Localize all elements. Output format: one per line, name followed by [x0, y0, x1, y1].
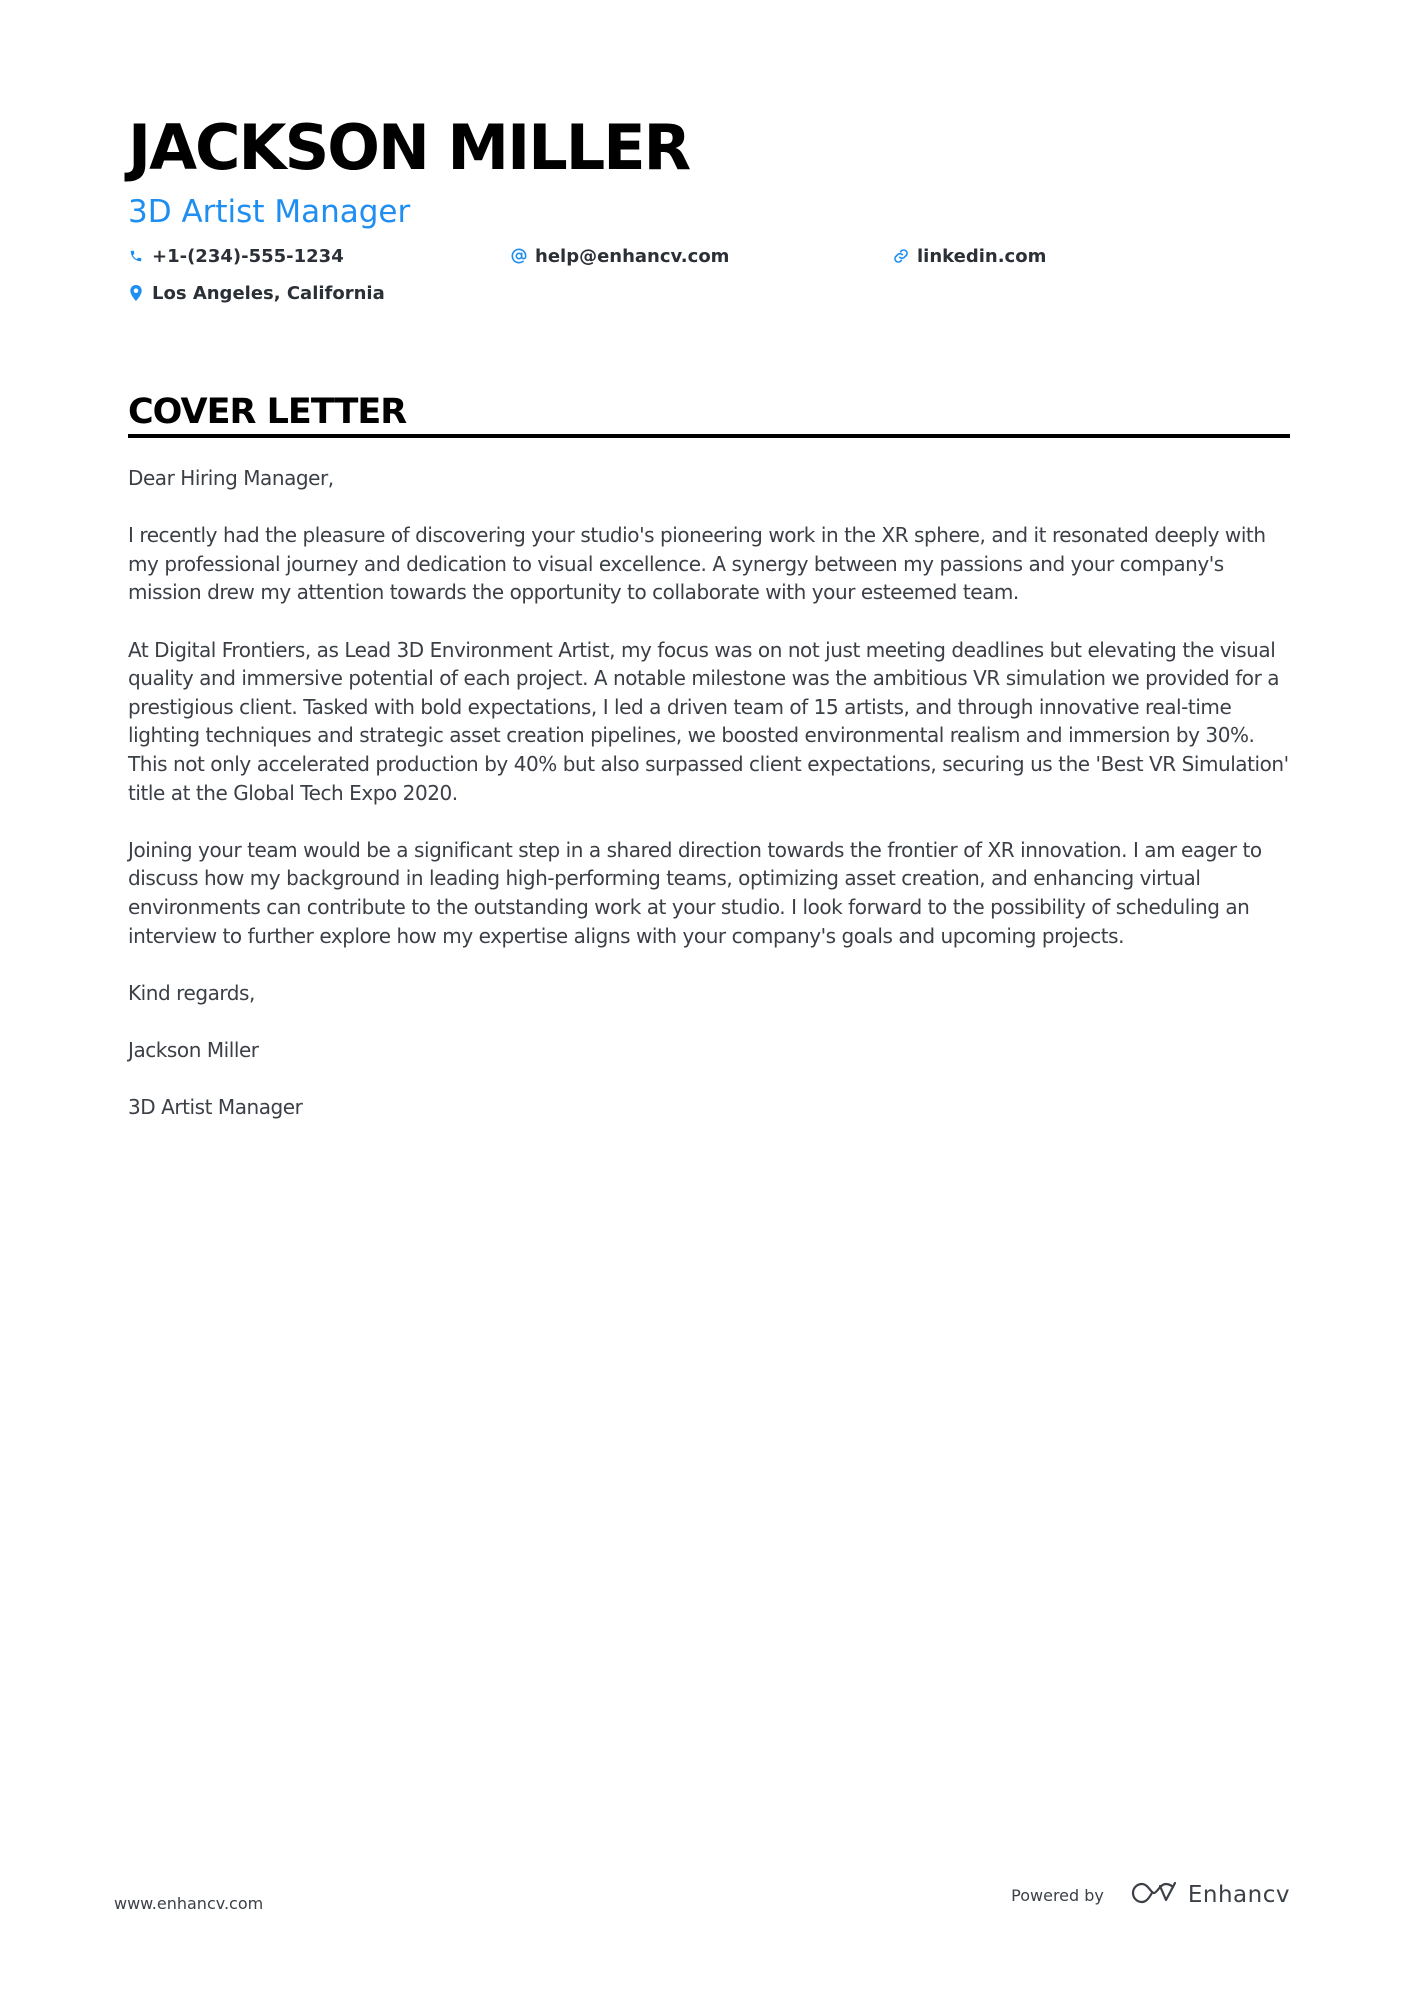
- section-divider: [128, 434, 1290, 438]
- link-text: linkedin.com: [917, 245, 1047, 267]
- letter-paragraph: At Digital Frontiers, as Lead 3D Environment Artist, my focus was on not just meeting deadlines but elevating the visual quality and immersive potential of each project. A notable milestone was the ambitious VR simulation we provided for a prestigious client. Tasked with bold expectations, I led a driven team of 15 artists, and through innovative real-time lighting techniques and strategic asset creation pipelines, we boosted environmental realism and immersion by 30%. This not only accelerated production by 40% but also surpassed client expectations, securing us the 'Best VR Simulation' title at the Global Tech Expo 2020.: [128, 637, 1289, 805]
- brand-name: Enhancv: [1187, 1882, 1290, 1908]
- signature-name: Jackson Miller: [128, 1037, 259, 1062]
- email-text: help@enhancv.com: [535, 245, 730, 267]
- letter-paragraph: I recently had the pleasure of discovering your studio's pioneering work in the XR sphere, and it resonated deeply with my professional journey and dedication to visual excellence. A synergy between my passions and your company's mission drew my attention towards the opportunity to collaborate with your esteemed team.: [128, 523, 1266, 605]
- signature-title: 3D Artist Manager: [128, 1095, 303, 1120]
- location-text: Los Angeles, California: [152, 282, 385, 304]
- section-title: COVER LETTER: [128, 392, 407, 432]
- link-icon: [893, 248, 909, 264]
- contact-info: [128, 244, 1288, 318]
- enhancv-logo-icon: [1130, 1880, 1188, 1910]
- contact-link: [893, 244, 1046, 268]
- header: [128, 108, 1288, 318]
- letter-paragraph: Joining your team would be a significant step in a shared direction towards the frontier of XR innovation. I am eager to discuss how my background in leading high-performing teams, optimizing asset creation, and enhancing virtual environments can contribute to the outstanding work at your studio. I look forward to the possibility of scheduling an interview to further explore how my expertise aligns with your company's goals and upcoming projects.: [128, 837, 1262, 948]
- footer-branding: [1011, 1880, 1290, 1910]
- letter-body: [128, 464, 1290, 1122]
- phone-text: +1-(234)-555-1234: [152, 245, 344, 267]
- footer-website[interactable]: www.enhancv.com: [114, 1894, 264, 1913]
- contact-email: [511, 244, 729, 268]
- salutation: Dear Hiring Manager,: [128, 466, 334, 490]
- cover-letter-section: [128, 390, 1290, 1150]
- at-icon: [511, 248, 527, 264]
- candidate-name: JACKSON MILLER: [128, 111, 690, 184]
- phone-icon: [128, 248, 144, 264]
- contact-location: [128, 281, 385, 305]
- job-title: 3D Artist Manager: [128, 194, 411, 230]
- contact-phone: [128, 244, 344, 268]
- location-pin-icon: [128, 285, 144, 301]
- powered-by-label: Powered by: [1011, 1885, 1104, 1905]
- closing: Kind regards,: [128, 980, 255, 1005]
